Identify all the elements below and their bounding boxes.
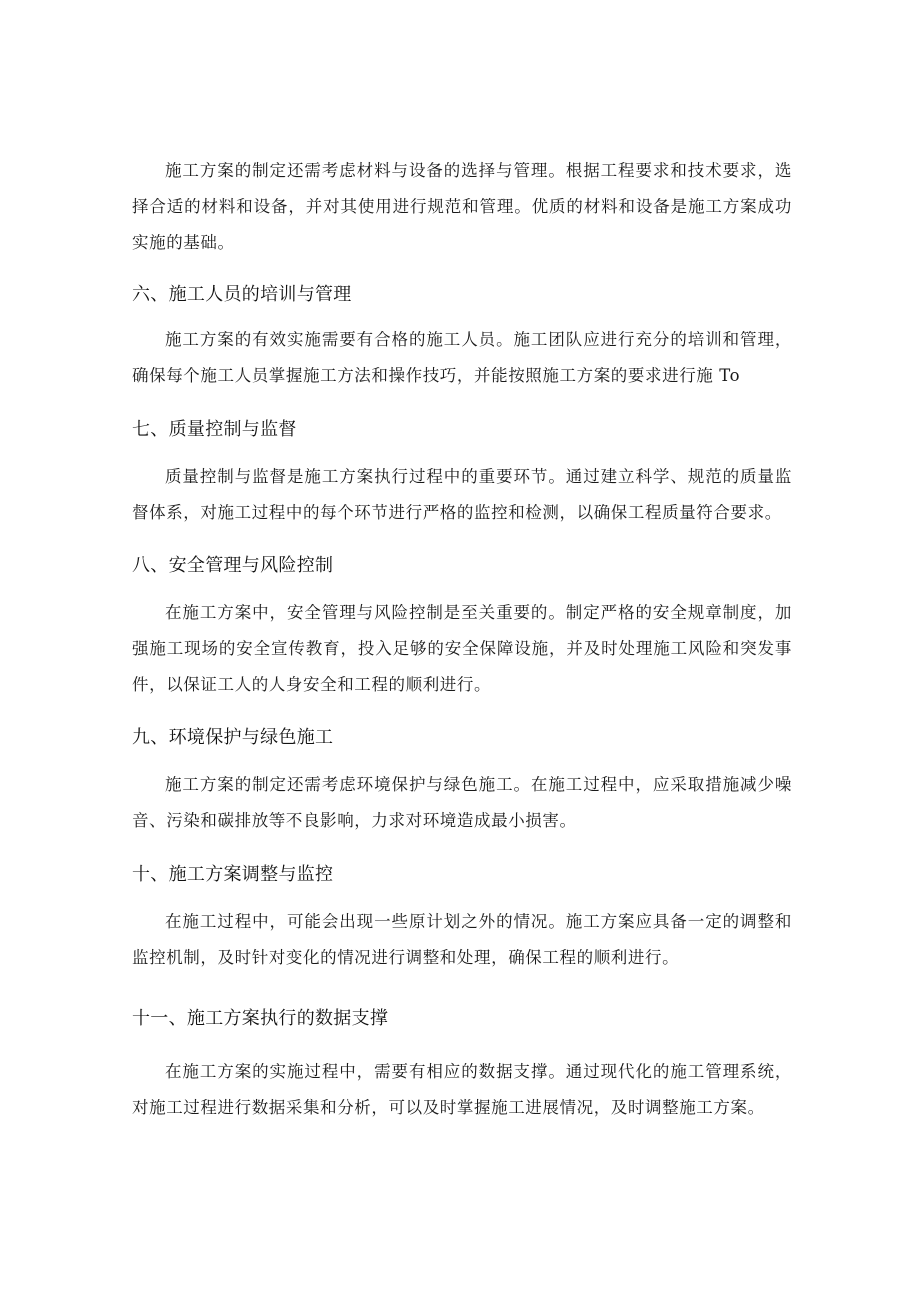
section-body-7: 质量控制与监督是施工方案执行过程中的重要环节。通过建立科学、规范的质量监督体系，对施工过程中的每个环节进行严格的监控和检测，以确保工程质量符合要求。 [132, 467, 792, 522]
section-body-10: 在施工过程中，可能会出现一些原计划之外的情况。施工方案应具备一定的调整和监控机制，及时针对变化的情况进行调整和处理，确保工程的顺利进行。 [132, 912, 792, 967]
section-heading-9: 九、环境保护与绿色施工 [132, 727, 334, 748]
section-heading-10: 十、施工方案调整与监控 [132, 864, 334, 885]
section-heading-6: 六、施工人员的培训与管理 [132, 284, 352, 305]
section-body-9: 施工方案的制定还需考虑环境保护与绿色施工。在施工过程中，应采取措施减少噪音、污染和碳排放等不良影响，力求对环境造成最小损害。 [132, 775, 792, 830]
section-body-11: 在施工方案的实施过程中，需要有相应的数据支撑。通过现代化的施工管理系统，对施工过程进行数据采集和分析，可以及时掌握施工进展情况，及时调整施工方案。 [132, 1062, 792, 1117]
section-body-8: 在施工方案中，安全管理与风险控制是至关重要的。制定严格的安全规章制度，加强施工现场的安全宣传教育，投入足够的安全保障设施，并及时处理施工风险和突发事件，以保证工人的人身安全和工程的顺利进行。 [132, 603, 792, 694]
section-heading-7: 七、质量控制与监督 [132, 419, 297, 440]
intro-paragraph: 施工方案的制定还需考虑材料与设备的选择与管理。根据工程要求和技术要求，选择合适的材料和设备，并对其使用进行规范和管理。优质的材料和设备是施工方案成功实施的基础。 [132, 161, 792, 252]
section-body-6: 施工方案的有效实施需要有合格的施工人员。施工团队应进行充分的培训和管理，确保每个施工人员掌握施工方法和操作技巧，并能按照施工方案的要求进行施 To [132, 330, 792, 385]
section-heading-11: 十一、施工方案执行的数据支撑 [132, 1008, 389, 1029]
section-heading-8: 八、安全管理与风险控制 [132, 555, 334, 576]
